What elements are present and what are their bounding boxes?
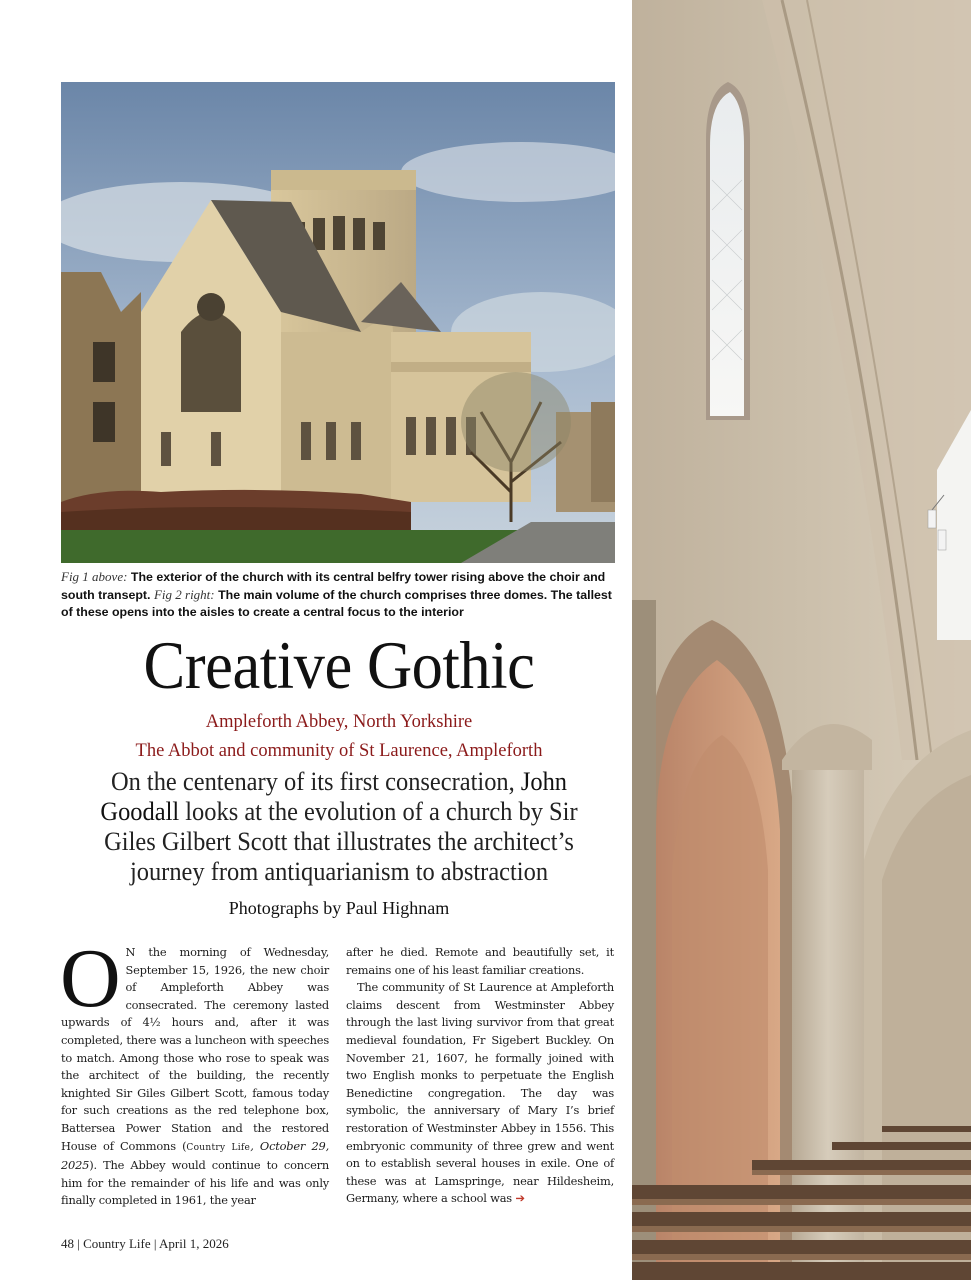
col1-text-b: ). The Abbey would continue to concern him for the remainder of his life and was only finally completed in 1961, the year [61,1158,329,1208]
col2-para-1: after he died. Remote and beautifully set, it remains one of his least familiar creations. [346,945,614,977]
exterior-photo [61,82,615,563]
photo-credit: Photographs by Paul Highnam [228,898,450,918]
standfirst-intro: On the centenary of its first consecration, [110,767,521,796]
standfirst-rest: looks at the evolution of a church by Sir Giles Gilbert Scott that illustrates the architect’s journey from antiquarianism to abstraction [104,797,578,886]
fig1-label: Fig 1 above: [61,569,128,584]
fig2-text: The main volume of the church comprises three domes. The tallest of these opens into the aisles to create a central focus to the interior [61,588,612,619]
figure-caption [61,568,617,621]
standfirst [73,767,605,887]
col1-text-a: N the morning of Wednesday, September 15, 1926, the new choir of Ampleforth Abbey was consecrated. The ceremony lasted upwards of 4½ hours and, after it was completed, there was a luncheon with speeches to match. Among those who rose to speak was the architect of the building, the recently knighted Sir Giles Gilbert Scott, famous today for such creations as the red telephone box, Battersea Power Station and the restored House of Commons ( [61,945,329,1153]
body-column-2 [346,944,614,1208]
owner-subhead: The Abbot and community of St Laurence, Ampleforth [135,741,543,761]
drop-cap: O [60,932,121,1025]
issue-ref: , October 29, 2025 [61,1138,329,1173]
continue-arrow-icon: ➔ [515,1191,525,1206]
magazine-ref: Country Life [186,1142,251,1153]
fig1-text: The exterior of the church with its central belfry tower rising above the choir and south transept. [61,570,606,602]
fig2-label: Fig 2 right: [153,587,215,602]
body-column-1 [60,932,329,1210]
page-footer: 48 | Country Life | April 1, 2026 [61,1236,229,1251]
author-name: John Goodall [100,767,568,826]
col2-para-2-wrap [346,979,614,1208]
interior-photo [632,0,971,1280]
col2-para-2: The community of St Laurence at Ampleforth claims descent from Westminster Abbey through the last living survivor from that great medieval foundation, Fr Sigebert Buckley. On November 21, 1607, he formally joined with two English monks to perpetuate the English Benedictine congregation. The day was symbolic, the anniversary of Mary I’s brief restoration of Westminster Abbey in 1556. This embryonic community of three grew and went on to establish several houses in exile. One of these was at Lamspringe, near Hildesheim, Germany, where a school was [346,980,614,1206]
article-headline: Creative Gothic [143,627,535,703]
location-subhead: Ampleforth Abbey, North Yorkshire [205,712,473,732]
